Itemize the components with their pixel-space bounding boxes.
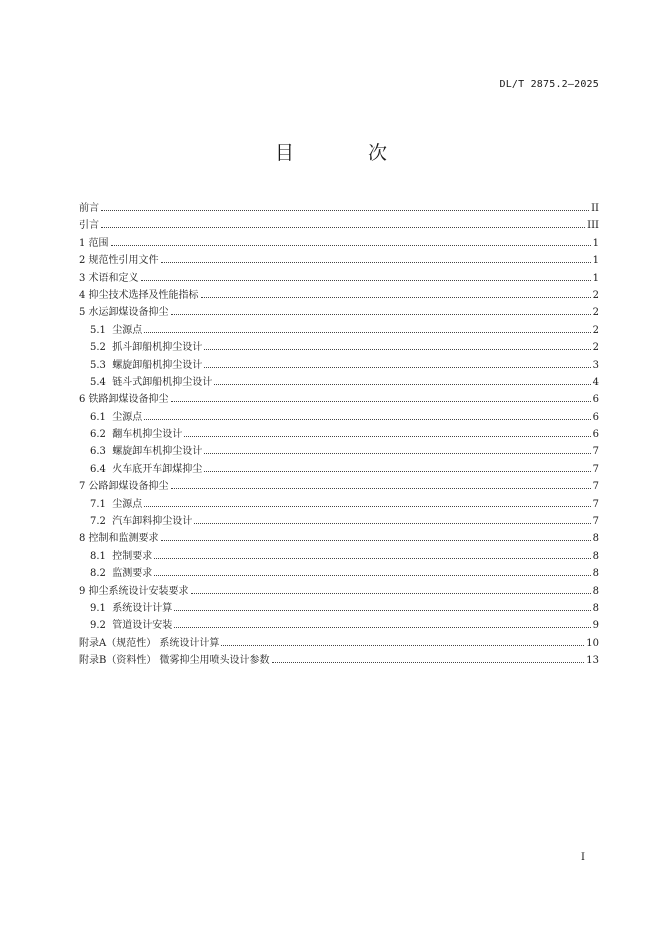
- toc-entry-page: 6: [592, 411, 599, 423]
- toc-entry-page: 2: [592, 324, 599, 336]
- toc-entry[interactable]: [79, 217, 599, 234]
- toc-entry-label: 6 铁路卸煤设备抑尘: [79, 394, 169, 406]
- toc-entry-page: 2: [592, 289, 599, 301]
- dot-leader: [272, 662, 585, 663]
- toc-entry[interactable]: [79, 235, 599, 252]
- dot-leader: [204, 471, 590, 472]
- toc-entry-label: 5.2 抓斗卸船机抑尘设计: [90, 342, 203, 354]
- dot-leader: [154, 558, 590, 559]
- dot-leader: [101, 210, 589, 211]
- toc-entry[interactable]: [79, 443, 599, 460]
- toc-entry-page: 2: [592, 342, 599, 354]
- toc-entry-page: 3: [592, 359, 599, 371]
- toc-entry[interactable]: [79, 252, 599, 269]
- toc-entry-page: III: [587, 220, 599, 232]
- dot-leader: [111, 245, 591, 246]
- dot-leader: [171, 401, 591, 402]
- dot-leader: [214, 384, 590, 385]
- toc-entry[interactable]: [79, 478, 599, 495]
- dot-leader: [184, 436, 590, 437]
- dot-leader: [154, 575, 590, 576]
- toc-entry-label: 7.1 尘源点: [90, 498, 143, 510]
- toc-entry-label: 7.2 汽车卸料抑尘设计: [90, 516, 193, 528]
- toc-entry[interactable]: [79, 548, 599, 565]
- dot-leader: [221, 645, 584, 646]
- toc-entry-page: 13: [586, 655, 599, 667]
- toc-entry-page: 7: [592, 516, 599, 528]
- dot-leader: [204, 367, 590, 368]
- dot-leader: [101, 227, 585, 228]
- dot-leader: [204, 453, 590, 454]
- toc-entry-label: 8.1 控制要求: [90, 550, 153, 562]
- table-of-contents: [79, 200, 599, 670]
- toc-entry[interactable]: [79, 287, 599, 304]
- toc-entry-page: 8: [592, 550, 599, 562]
- dot-leader: [191, 593, 591, 594]
- toc-entry-label: 3 术语和定义: [79, 272, 139, 284]
- toc-entry[interactable]: [79, 600, 599, 617]
- toc-entry-page: 7: [592, 446, 599, 458]
- dot-leader: [144, 506, 590, 507]
- toc-entry-page: 10: [586, 637, 599, 649]
- toc-entry[interactable]: [79, 617, 599, 634]
- toc-entry-page: 6: [592, 394, 599, 406]
- dot-leader: [171, 314, 591, 315]
- document-id: DL/T 2875.2—2025: [499, 79, 599, 90]
- toc-entry-page: 8: [592, 602, 599, 614]
- toc-entry-page: 7: [592, 481, 599, 493]
- toc-entry-label: 2 规范性引用文件: [79, 255, 159, 267]
- toc-entry[interactable]: [79, 496, 599, 513]
- toc-entry-page: 6: [592, 429, 599, 441]
- dot-leader: [161, 262, 591, 263]
- toc-entry[interactable]: [79, 426, 599, 443]
- toc-entry-label: 8 控制和监测要求: [79, 533, 159, 545]
- toc-entry[interactable]: [79, 339, 599, 356]
- toc-entry-label: 9.1 系统设计计算: [90, 602, 173, 614]
- toc-entry-label: 6.3 螺旋卸车机抑尘设计: [90, 446, 203, 458]
- page-number: I: [581, 852, 585, 863]
- toc-entry-page: 8: [592, 533, 599, 545]
- toc-entry[interactable]: [79, 565, 599, 582]
- toc-entry-label: 附录A（规范性） 系统设计计算: [79, 637, 220, 649]
- dot-leader: [174, 610, 590, 611]
- toc-entry-label: 附录B（资料性） 微雾抑尘用喷头设计参数: [79, 655, 270, 667]
- toc-entry-page: 9: [592, 620, 599, 632]
- toc-entry[interactable]: [79, 635, 599, 652]
- dot-leader: [141, 280, 591, 281]
- dot-leader: [144, 419, 590, 420]
- dot-leader: [144, 332, 590, 333]
- toc-entry-label: 5.4 链斗式卸船机抑尘设计: [90, 376, 213, 388]
- toc-entry[interactable]: [79, 409, 599, 426]
- toc-entry-label: 4 抑尘技术选择及性能指标: [79, 289, 199, 301]
- toc-entry-label: 7 公路卸煤设备抑尘: [79, 481, 169, 493]
- toc-entry-page: 7: [592, 498, 599, 510]
- toc-entry-label: 5 水运卸煤设备抑尘: [79, 307, 169, 319]
- toc-entry-label: 前言: [79, 203, 99, 214]
- toc-entry[interactable]: [79, 374, 599, 391]
- toc-entry-page: 8: [592, 585, 599, 597]
- toc-entry[interactable]: [79, 513, 599, 530]
- toc-entry[interactable]: [79, 270, 599, 287]
- toc-entry-page: 1: [592, 272, 599, 284]
- toc-entry-label: 5.1 尘源点: [90, 324, 143, 336]
- toc-entry-page: 1: [592, 255, 599, 267]
- toc-entry-page: 7: [592, 463, 599, 475]
- dot-leader: [161, 540, 591, 541]
- toc-entry-label: 8.2 监测要求: [90, 568, 153, 580]
- toc-entry-label: 6.2 翻车机抑尘设计: [90, 429, 183, 441]
- toc-entry-page: 1: [592, 237, 599, 249]
- toc-entry-label: 9 抑尘系统设计安装要求: [79, 585, 189, 597]
- toc-entry-label: 9.2 管道设计安装: [90, 620, 173, 632]
- toc-entry[interactable]: [79, 461, 599, 478]
- dot-leader: [194, 523, 590, 524]
- toc-entry-page: II: [591, 203, 599, 214]
- toc-entry[interactable]: [79, 322, 599, 339]
- toc-entry[interactable]: [79, 304, 599, 321]
- page-title: 目 次: [274, 142, 422, 164]
- dot-leader: [204, 349, 590, 350]
- dot-leader: [171, 488, 591, 489]
- toc-entry-label: 引言: [79, 220, 99, 232]
- dot-leader: [174, 627, 590, 628]
- toc-entry-page: 2: [592, 307, 599, 319]
- toc-entry-page: 8: [592, 568, 599, 580]
- toc-entry-label: 6.1 尘源点: [90, 411, 143, 423]
- toc-entry-label: 5.3 螺旋卸船机抑尘设计: [90, 359, 203, 371]
- toc-entry[interactable]: [79, 583, 599, 600]
- toc-entry-label: 1 范围: [79, 237, 109, 249]
- toc-entry[interactable]: [79, 200, 599, 217]
- toc-entry[interactable]: [79, 391, 599, 408]
- toc-entry[interactable]: [79, 652, 599, 669]
- toc-entry[interactable]: [79, 357, 599, 374]
- toc-entry-label: 6.4 火车底开车卸煤抑尘: [90, 463, 203, 475]
- dot-leader: [201, 297, 591, 298]
- toc-entry-page: 4: [592, 376, 599, 388]
- toc-entry[interactable]: [79, 530, 599, 547]
